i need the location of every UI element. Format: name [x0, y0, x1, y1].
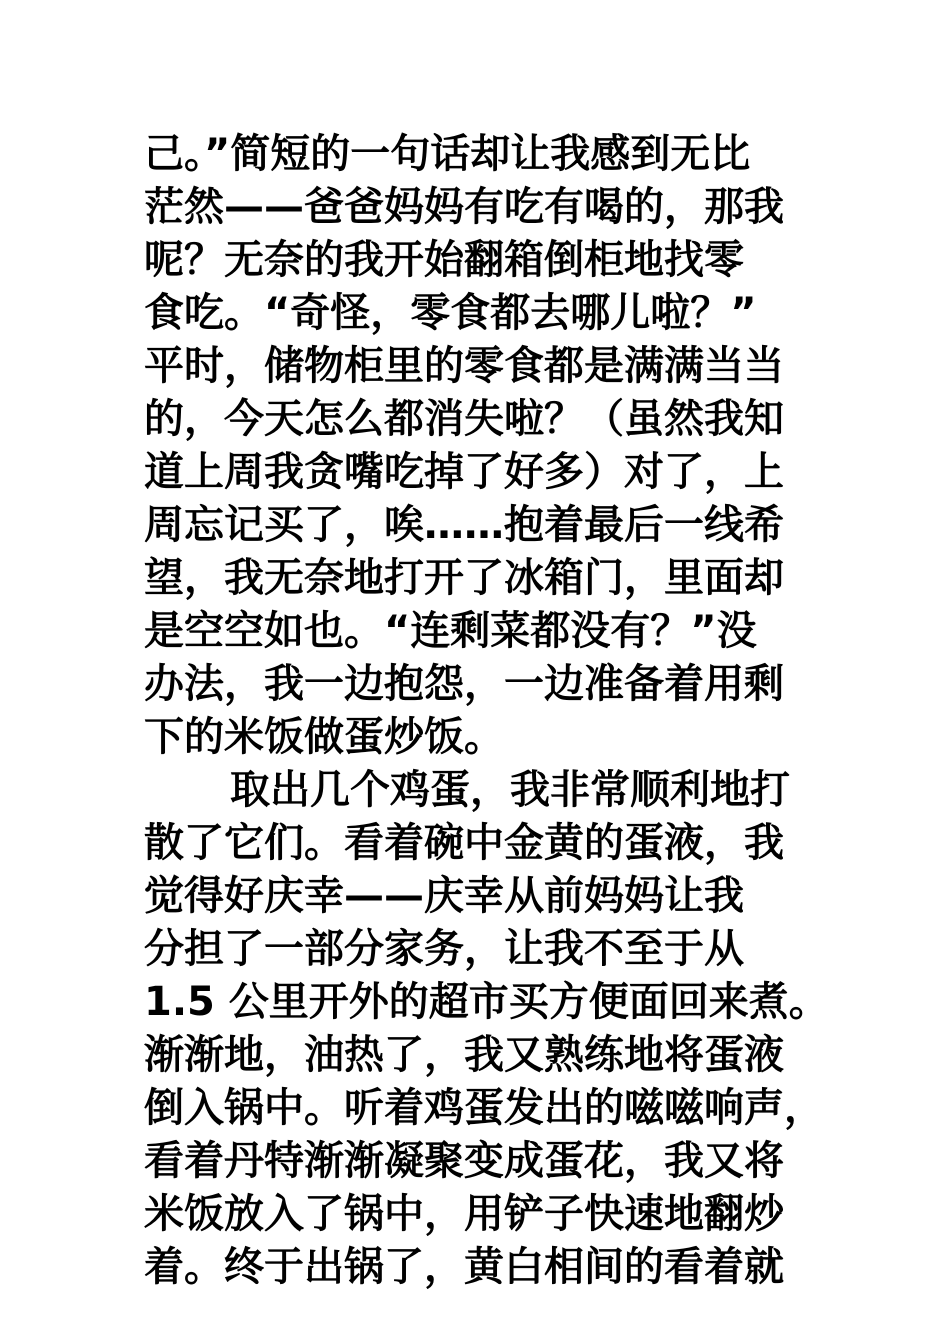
- text-line: 下的米饭做蛋炒饭。: [144, 714, 504, 760]
- text-line: 食吃。“奇怪，零食都去哪儿啦？”: [144, 290, 757, 336]
- text-line: 分担了一部分家务，让我不至于从: [144, 926, 744, 972]
- text-line: 是空空如也。“连剩菜都没有？”没: [144, 608, 757, 654]
- text-line: 的，今天怎么都消失啦？（虽然我知: [144, 396, 784, 442]
- text-line: 倒入锅中。听着鸡蛋发出的嗞嗞响声，: [144, 1085, 824, 1131]
- text-line: 着。终于出锅了，黄白相间的看着就: [144, 1244, 784, 1290]
- body-text: [144, 128, 844, 1294]
- text-line: 散了它们。看着碗中金黄的蛋液，我: [144, 820, 784, 866]
- text-line: 呢？无奈的我开始翻箱倒柜地找零: [144, 237, 744, 283]
- text-line: 办法，我一边抱怨，一边准备着用剩: [144, 661, 784, 707]
- text-line: 茫然——爸爸妈妈有吃有喝的，那我: [144, 184, 784, 230]
- text-line: 觉得好庆幸——庆幸从前妈妈让我: [144, 873, 744, 919]
- paragraph-start-line: 取出几个鸡蛋，我非常顺利地打: [230, 767, 790, 813]
- text-line: 道上周我贪嘴吃掉了好多）对了，上: [144, 449, 784, 495]
- text-line: 望，我无奈地打开了冰箱门，里面却: [144, 555, 784, 601]
- text-line: 米饭放入了锅中，用铲子快速地翻炒: [144, 1191, 784, 1237]
- text-line: 渐渐地，油热了，我又熟练地将蛋液: [144, 1032, 784, 1078]
- text-line: 1.5 公里开外的超市买方便面回来煮。: [144, 979, 829, 1025]
- text-line: 己。”简短的一句话却让我感到无比: [144, 131, 751, 177]
- text-line: 周忘记买了，唉……抱着最后一线希: [144, 502, 784, 548]
- text-line: 看着丹特渐渐凝聚变成蛋花，我又将: [144, 1138, 784, 1184]
- text-line: 平时，储物柜里的零食都是满满当当: [144, 343, 784, 389]
